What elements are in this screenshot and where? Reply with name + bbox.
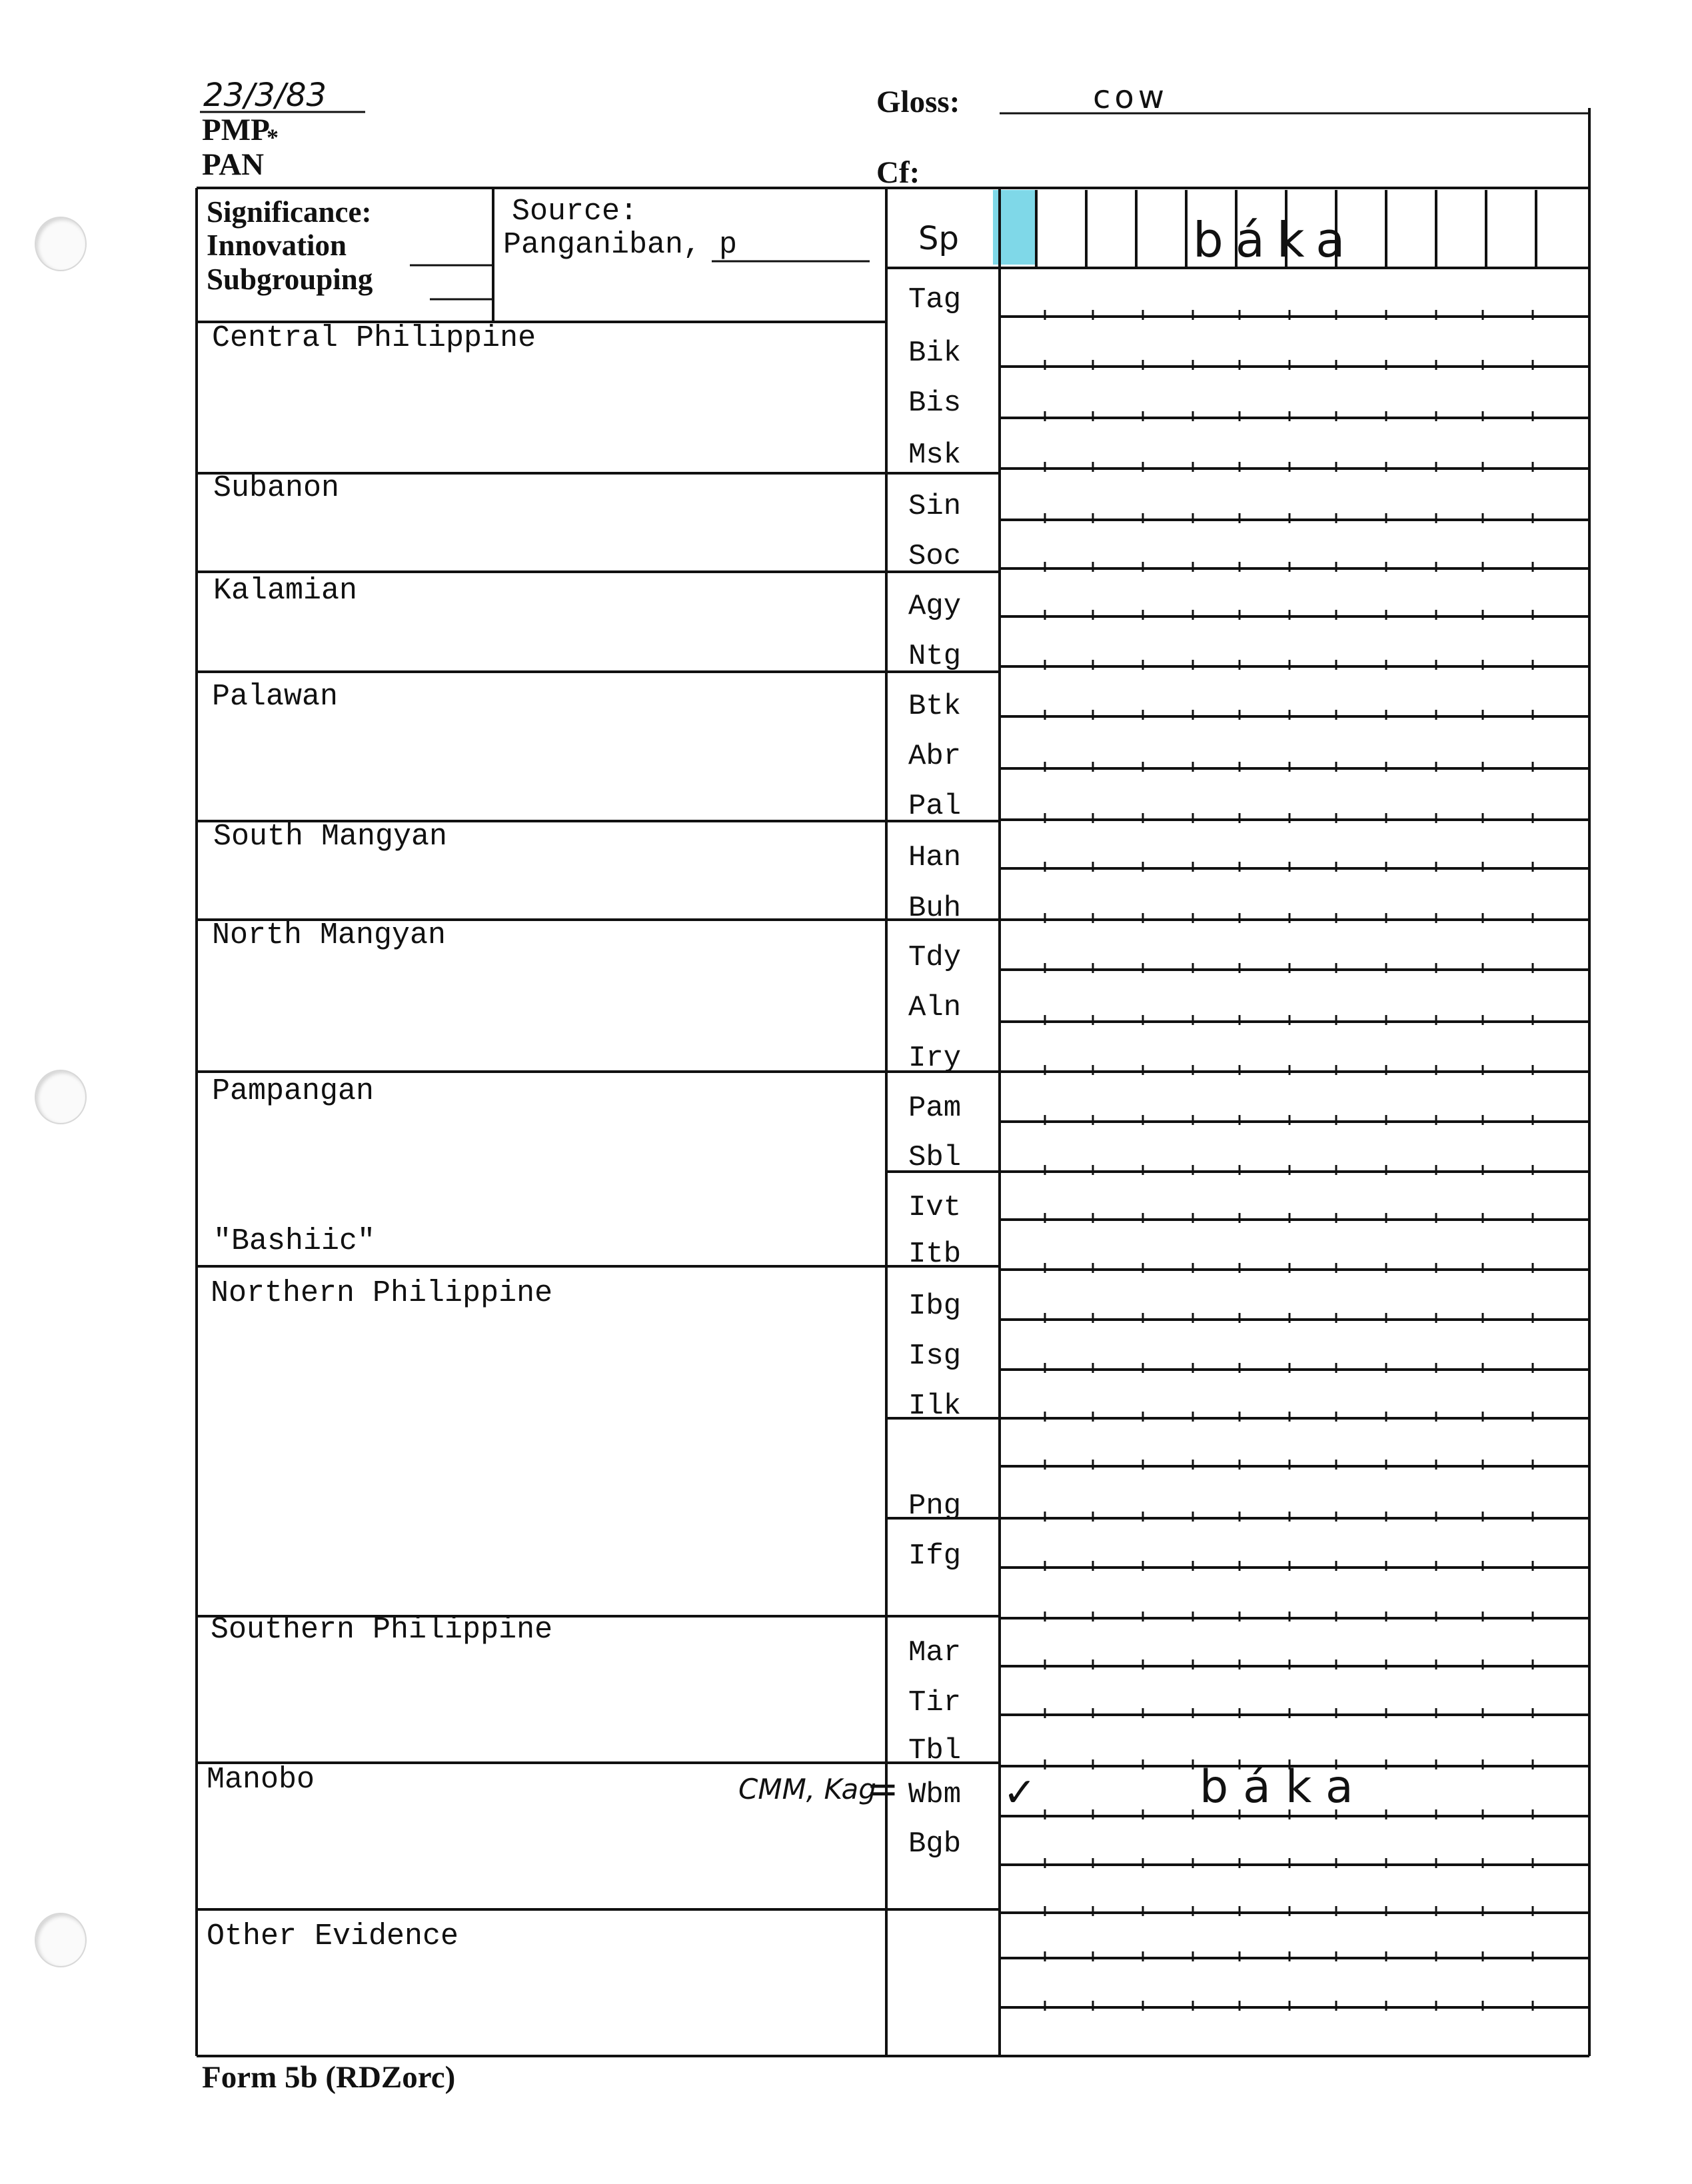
group-north-mangyan: North Mangyan	[212, 918, 446, 952]
wbm-check: ✓	[1003, 1769, 1037, 1816]
group-manobo: Manobo	[207, 1763, 315, 1797]
group-bashiic: "Bashiic"	[213, 1224, 376, 1258]
lang-code-ibg: Ibg	[908, 1290, 962, 1323]
pmp-asterisk: *	[267, 124, 279, 151]
cf-label: Cf:	[876, 155, 920, 190]
significance-title: Significance:	[207, 195, 372, 229]
lang-code-ivt: Ivt	[908, 1191, 962, 1224]
lang-code-agy: Agy	[908, 590, 962, 623]
lang-code-han: Han	[908, 841, 962, 874]
wbm-note: CMM, Kag	[738, 1773, 876, 1805]
group-northern-philippine: Northern Philippine	[211, 1276, 553, 1310]
lang-code-tbl: Tbl	[908, 1734, 962, 1767]
group-subanon: Subanon	[213, 471, 340, 505]
lang-code-btk: Btk	[908, 690, 962, 723]
lang-code-msk: Msk	[908, 439, 962, 472]
lang-code-soc: Soc	[908, 540, 962, 573]
lang-code-abr: Abr	[908, 740, 962, 773]
sp-form: báka	[1193, 212, 1357, 268]
lang-code-iry: Iry	[908, 1042, 962, 1075]
lang-code-pal: Pal	[908, 790, 962, 823]
lang-code-bgb: Bgb	[908, 1827, 962, 1861]
group-southern-philippine: Southern Philippine	[211, 1613, 553, 1647]
lang-code-ifg: Ifg	[908, 1540, 962, 1573]
group-kalamian: Kalamian	[213, 574, 358, 608]
lang-code-ntg: Ntg	[908, 640, 962, 673]
lang-code-tdy: Tdy	[908, 941, 962, 974]
innovation-label: Innovation	[207, 229, 347, 262]
lang-code-mar: Mar	[908, 1636, 962, 1669]
lang-code-sbl: Sbl	[908, 1141, 962, 1174]
lang-code-isg: Isg	[908, 1340, 962, 1373]
date-text: 23/3/83	[203, 77, 327, 114]
form-footer: Form 5b (RDZorc)	[202, 2060, 456, 2095]
group-south-mangyan: South Mangyan	[213, 820, 448, 854]
pan-label: PAN	[202, 147, 265, 182]
lang-code-ilk: Ilk	[908, 1390, 962, 1423]
lang-code-wbm: Wbm	[908, 1778, 962, 1811]
source-label: Source:	[512, 195, 638, 229]
lang-code-tir: Tir	[908, 1686, 962, 1719]
wbm-equals: =	[866, 1766, 899, 1811]
lang-code-tag: Tag	[908, 283, 962, 317]
group-other-evidence: Other Evidence	[207, 1919, 459, 1953]
gloss-value: cow	[1093, 79, 1169, 116]
lang-code-bis: Bis	[908, 387, 962, 420]
subgrouping-label: Subgrouping	[207, 263, 373, 296]
sp-code: Sp	[918, 220, 959, 257]
group-central-philippine: Central Philippine	[212, 321, 536, 355]
pmp-label: PMP	[202, 113, 270, 147]
lang-code-png: Png	[908, 1490, 962, 1523]
gloss-label: Gloss:	[876, 85, 960, 119]
group-palawan: Palawan	[212, 680, 339, 714]
lang-code-buh: Buh	[908, 892, 962, 925]
lang-code-bik: Bik	[908, 337, 962, 370]
lang-code-sin: Sin	[908, 490, 962, 523]
lang-code-pam: Pam	[908, 1092, 962, 1125]
source-value: Panganiban, p	[503, 228, 738, 262]
wbm-form: báka	[1200, 1761, 1368, 1813]
lang-code-aln: Aln	[908, 991, 962, 1024]
lang-code-itb: Itb	[908, 1238, 962, 1271]
group-pampangan: Pampangan	[212, 1074, 375, 1108]
